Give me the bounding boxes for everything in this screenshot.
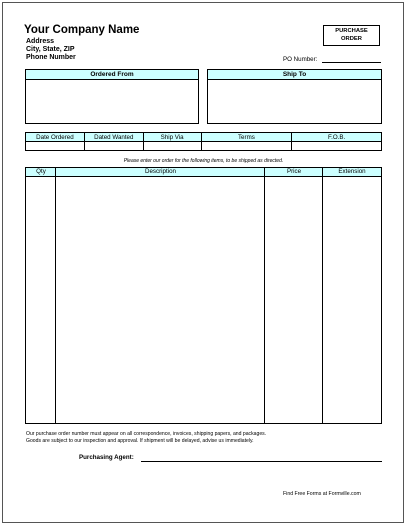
ordered-from-field[interactable] bbox=[26, 80, 198, 124]
document-title-line2: ORDER bbox=[341, 35, 362, 42]
price-column-field[interactable] bbox=[265, 177, 322, 423]
date-wanted-field[interactable] bbox=[84, 142, 143, 151]
footer-terms-line1: Our purchase order number must appear on all correspondence, invoices, shipping papers, and packages. bbox=[26, 431, 267, 437]
line-items-table bbox=[25, 167, 382, 424]
items-header-price: Price bbox=[265, 168, 323, 177]
items-header-qty: Qty bbox=[26, 168, 56, 177]
ordered-from-header: Ordered From bbox=[26, 70, 198, 80]
order-info-header-row bbox=[26, 133, 382, 142]
company-city-state-zip: City, State, ZIP bbox=[26, 46, 75, 53]
items-header-extension: Extension bbox=[323, 168, 381, 177]
date-ordered-field[interactable] bbox=[26, 142, 85, 151]
ordered-from-panel bbox=[25, 69, 199, 124]
qty-column-field[interactable] bbox=[26, 177, 55, 423]
purchasing-agent-label: Purchasing Agent: bbox=[79, 454, 134, 461]
order-info-header-date-ordered: Date Ordered bbox=[26, 133, 85, 142]
company-address: Address bbox=[26, 38, 55, 45]
formville-credit: Find Free Forms at Formville.com bbox=[283, 491, 361, 497]
document-title-line1: PURCHASE bbox=[335, 28, 368, 34]
description-column-field[interactable] bbox=[56, 177, 264, 423]
company-name: Your Company Name bbox=[24, 24, 140, 36]
order-info-value-row bbox=[26, 142, 382, 151]
footer-terms-line2: Goods are subject to our inspection and approval. If shipment will be delayed, advise us immediately. bbox=[26, 438, 254, 444]
ship-to-header: Ship To bbox=[208, 70, 381, 80]
company-phone: Phone Number bbox=[26, 54, 76, 61]
order-info-header-terms: Terms bbox=[201, 133, 292, 142]
order-instruction: Please enter our order for the following items, to be shipped as directed. bbox=[123, 158, 284, 164]
items-header-description: Description bbox=[56, 168, 265, 177]
terms-field[interactable] bbox=[201, 142, 292, 151]
order-info-header-ship-via: Ship Via bbox=[143, 133, 201, 142]
order-info-header-date-wanted: Dated Wanted bbox=[84, 133, 143, 142]
ship-to-panel bbox=[207, 69, 382, 124]
ship-to-field[interactable] bbox=[208, 80, 381, 124]
document-title-box bbox=[323, 25, 380, 46]
order-info-header-fob: F.O.B. bbox=[292, 133, 382, 142]
extension-column-field[interactable] bbox=[323, 177, 381, 423]
ship-via-field[interactable] bbox=[143, 142, 201, 151]
purchasing-agent-signature-field[interactable] bbox=[141, 461, 382, 462]
po-number-label: PO Number: bbox=[283, 56, 318, 63]
fob-field[interactable] bbox=[292, 142, 382, 151]
po-number-field[interactable] bbox=[322, 62, 381, 63]
order-info-table bbox=[25, 132, 382, 151]
